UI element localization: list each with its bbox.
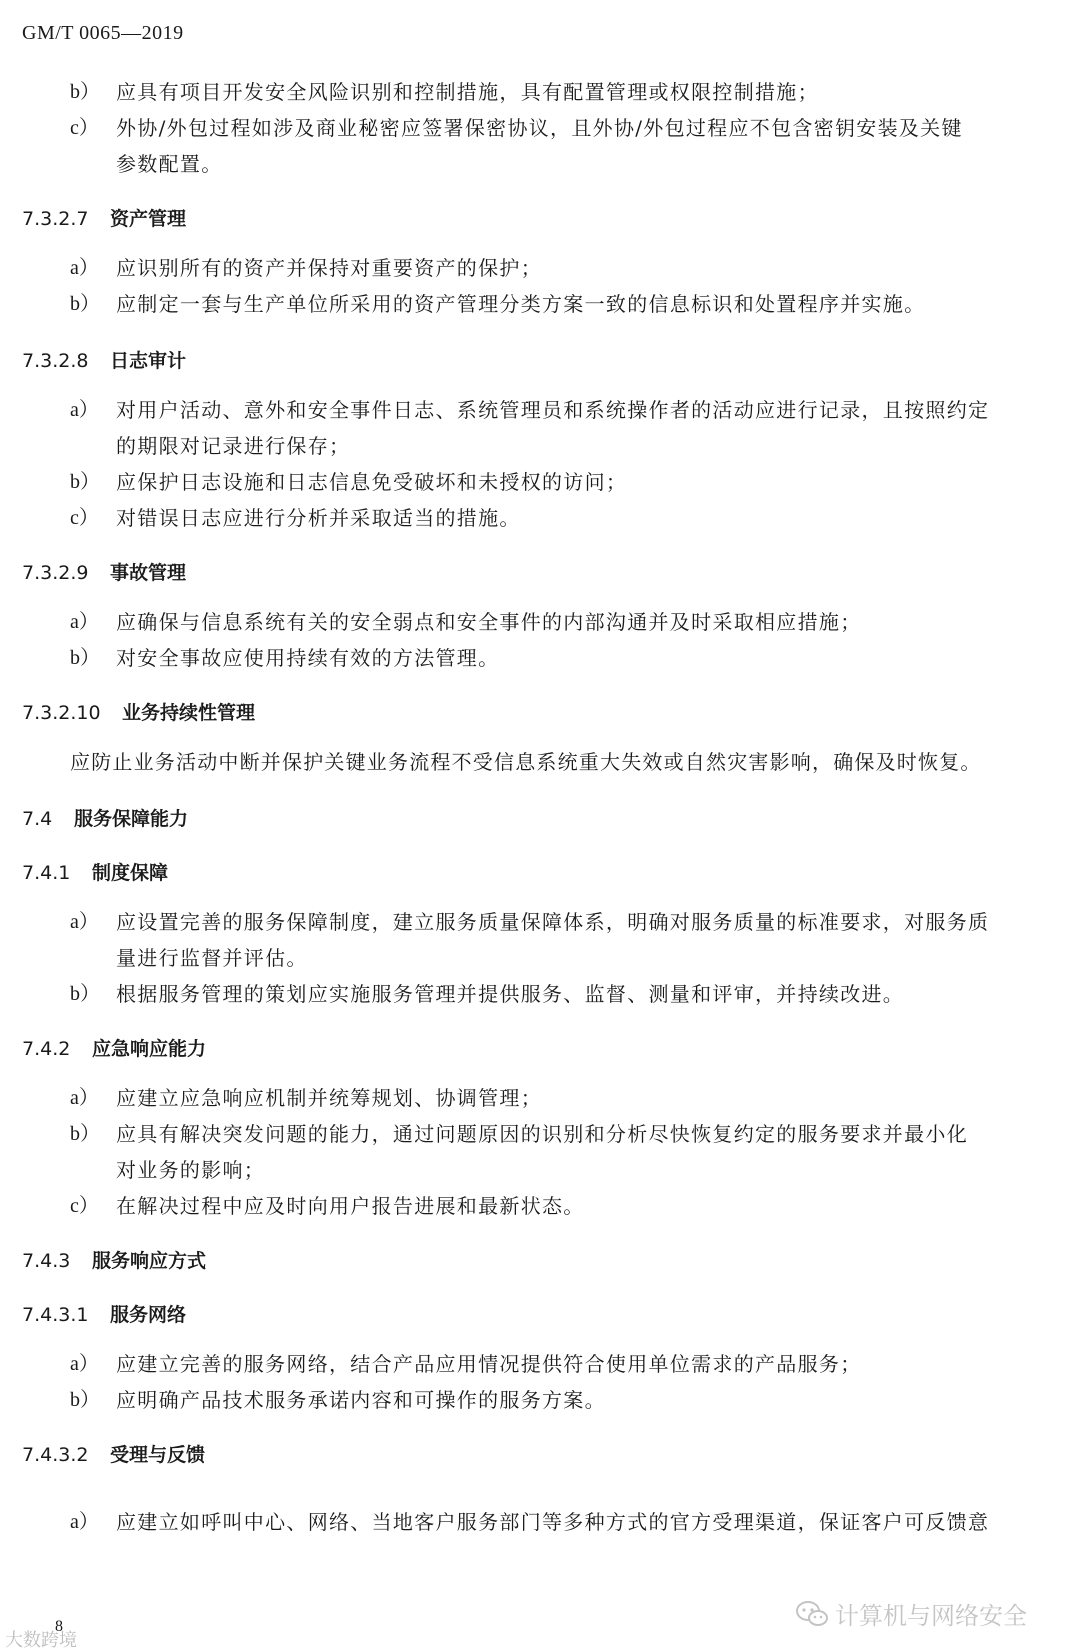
item-marker: a）	[70, 611, 99, 633]
item-marker: b）	[70, 983, 100, 1005]
item-marker: b）	[70, 1389, 100, 1411]
section-title: 服务网络	[110, 1304, 187, 1326]
section-heading	[22, 1440, 205, 1467]
item-marker: a）	[70, 911, 99, 933]
item-marker: a）	[70, 1353, 99, 1375]
item-line: 应建立应急响应机制并统筹规划、协调管理；	[116, 1086, 542, 1110]
watermark-right	[795, 1596, 1027, 1631]
section-number: 7.4.3.2	[22, 1444, 89, 1466]
page-number: 8	[55, 1618, 63, 1635]
item-line: 应设置完善的服务保障制度，建立服务质量保障体系，明确对服务质量的标准要求，对服务质	[116, 910, 990, 934]
item-line: 的期限对记录进行保存；	[116, 434, 351, 458]
section-number: 7.3.2.9	[22, 562, 89, 584]
item-marker: c）	[70, 507, 99, 529]
item-line: 根据服务管理的策划应实施服务管理并提供服务、监督、测量和评审，并持续改进。	[116, 982, 905, 1006]
section-heading	[22, 204, 186, 231]
document-code: GM/T 0065—2019	[22, 22, 184, 44]
item-marker: b）	[70, 471, 100, 493]
section-title: 制度保障	[92, 862, 169, 884]
item-marker: a）	[70, 1511, 99, 1533]
paragraph: 应防止业务活动中断并保护关键业务流程不受信息系统重大失效或自然灾害影响，确保及时恢复。	[70, 750, 982, 774]
section-title: 资产管理	[110, 208, 187, 230]
section-title: 应急响应能力	[92, 1038, 207, 1060]
item-marker: a）	[70, 399, 99, 421]
watermark-left: 大数跨境	[5, 1630, 77, 1651]
item-line: 应制定一套与生产单位所采用的资产管理分类方案一致的信息标识和处置程序并实施。	[116, 292, 926, 316]
section-number: 7.4.3.1	[22, 1304, 89, 1326]
section-number: 7.3.2.10	[22, 702, 101, 724]
section-heading	[22, 698, 255, 725]
item-line: 应确保与信息系统有关的安全弱点和安全事件的内部沟通并及时采取相应措施；	[116, 610, 862, 634]
item-line: 对安全事故应使用持续有效的方法管理。	[116, 646, 500, 670]
section-number: 7.4	[22, 808, 53, 830]
item-marker: b）	[70, 1123, 100, 1145]
item-line: 参数配置。	[116, 152, 223, 176]
item-marker: b）	[70, 293, 100, 315]
section-heading	[22, 558, 186, 585]
item-line: 应明确产品技术服务承诺内容和可操作的服务方案。	[116, 1388, 606, 1412]
item-line: 应具有解决突发问题的能力，通过问题原因的识别和分析尽快恢复约定的服务要求并最小化	[116, 1122, 968, 1146]
item-line: 对业务的影响；	[116, 1158, 266, 1182]
watermark-label: 计算机与网络安全	[835, 1602, 1027, 1630]
item-marker: b）	[70, 81, 100, 103]
item-line: 对用户活动、意外和安全事件日志、系统管理员和系统操作者的活动应进行记录，且按照约定	[116, 398, 990, 422]
section-number: 7.3.2.7	[22, 208, 89, 230]
item-line: 应具有项目开发安全风险识别和控制措施，具有配置管理或权限控制措施；	[116, 80, 819, 104]
section-number: 7.4.1	[22, 862, 71, 884]
section-heading	[22, 346, 186, 373]
item-line: 应建立如呼叫中心、网络、当地客户服务部门等多种方式的官方受理渠道，保证客户可反馈意	[116, 1510, 990, 1534]
item-line: 应保护日志设施和日志信息免受破坏和未授权的访问；	[116, 470, 628, 494]
item-line: 对错误日志应进行分析并采取适当的措施。	[116, 506, 521, 530]
section-title: 事故管理	[110, 562, 187, 584]
section-heading	[22, 1300, 186, 1327]
section-heading	[22, 858, 168, 885]
item-marker: a）	[70, 1087, 99, 1109]
item-line: 外协/外包过程如涉及商业秘密应签署保密协议，且外协/外包过程应不包含密钥安装及关键	[116, 116, 963, 140]
item-marker: c）	[70, 117, 99, 139]
section-number: 7.4.2	[22, 1038, 71, 1060]
wechat-icon	[795, 1600, 829, 1628]
section-title: 服务响应方式	[92, 1250, 207, 1272]
item-line: 应建立完善的服务网络，结合产品应用情况提供符合使用单位需求的产品服务；	[116, 1352, 862, 1376]
section-title: 受理与反馈	[110, 1444, 206, 1466]
section-title: 日志审计	[110, 350, 187, 372]
section-heading	[22, 1034, 206, 1061]
section-number: 7.3.2.8	[22, 350, 89, 372]
item-marker: c）	[70, 1195, 99, 1217]
item-marker: a）	[70, 257, 99, 279]
section-title: 业务持续性管理	[122, 702, 256, 724]
item-marker: b）	[70, 647, 100, 669]
item-line: 在解决过程中应及时向用户报告进展和最新状态。	[116, 1194, 585, 1218]
section-number: 7.4.3	[22, 1250, 71, 1272]
item-line: 应识别所有的资产并保持对重要资产的保护；	[116, 256, 542, 280]
section-heading	[22, 804, 188, 831]
section-title: 服务保障能力	[74, 808, 189, 830]
section-heading	[22, 1246, 206, 1273]
item-line: 量进行监督并评估。	[116, 946, 308, 970]
